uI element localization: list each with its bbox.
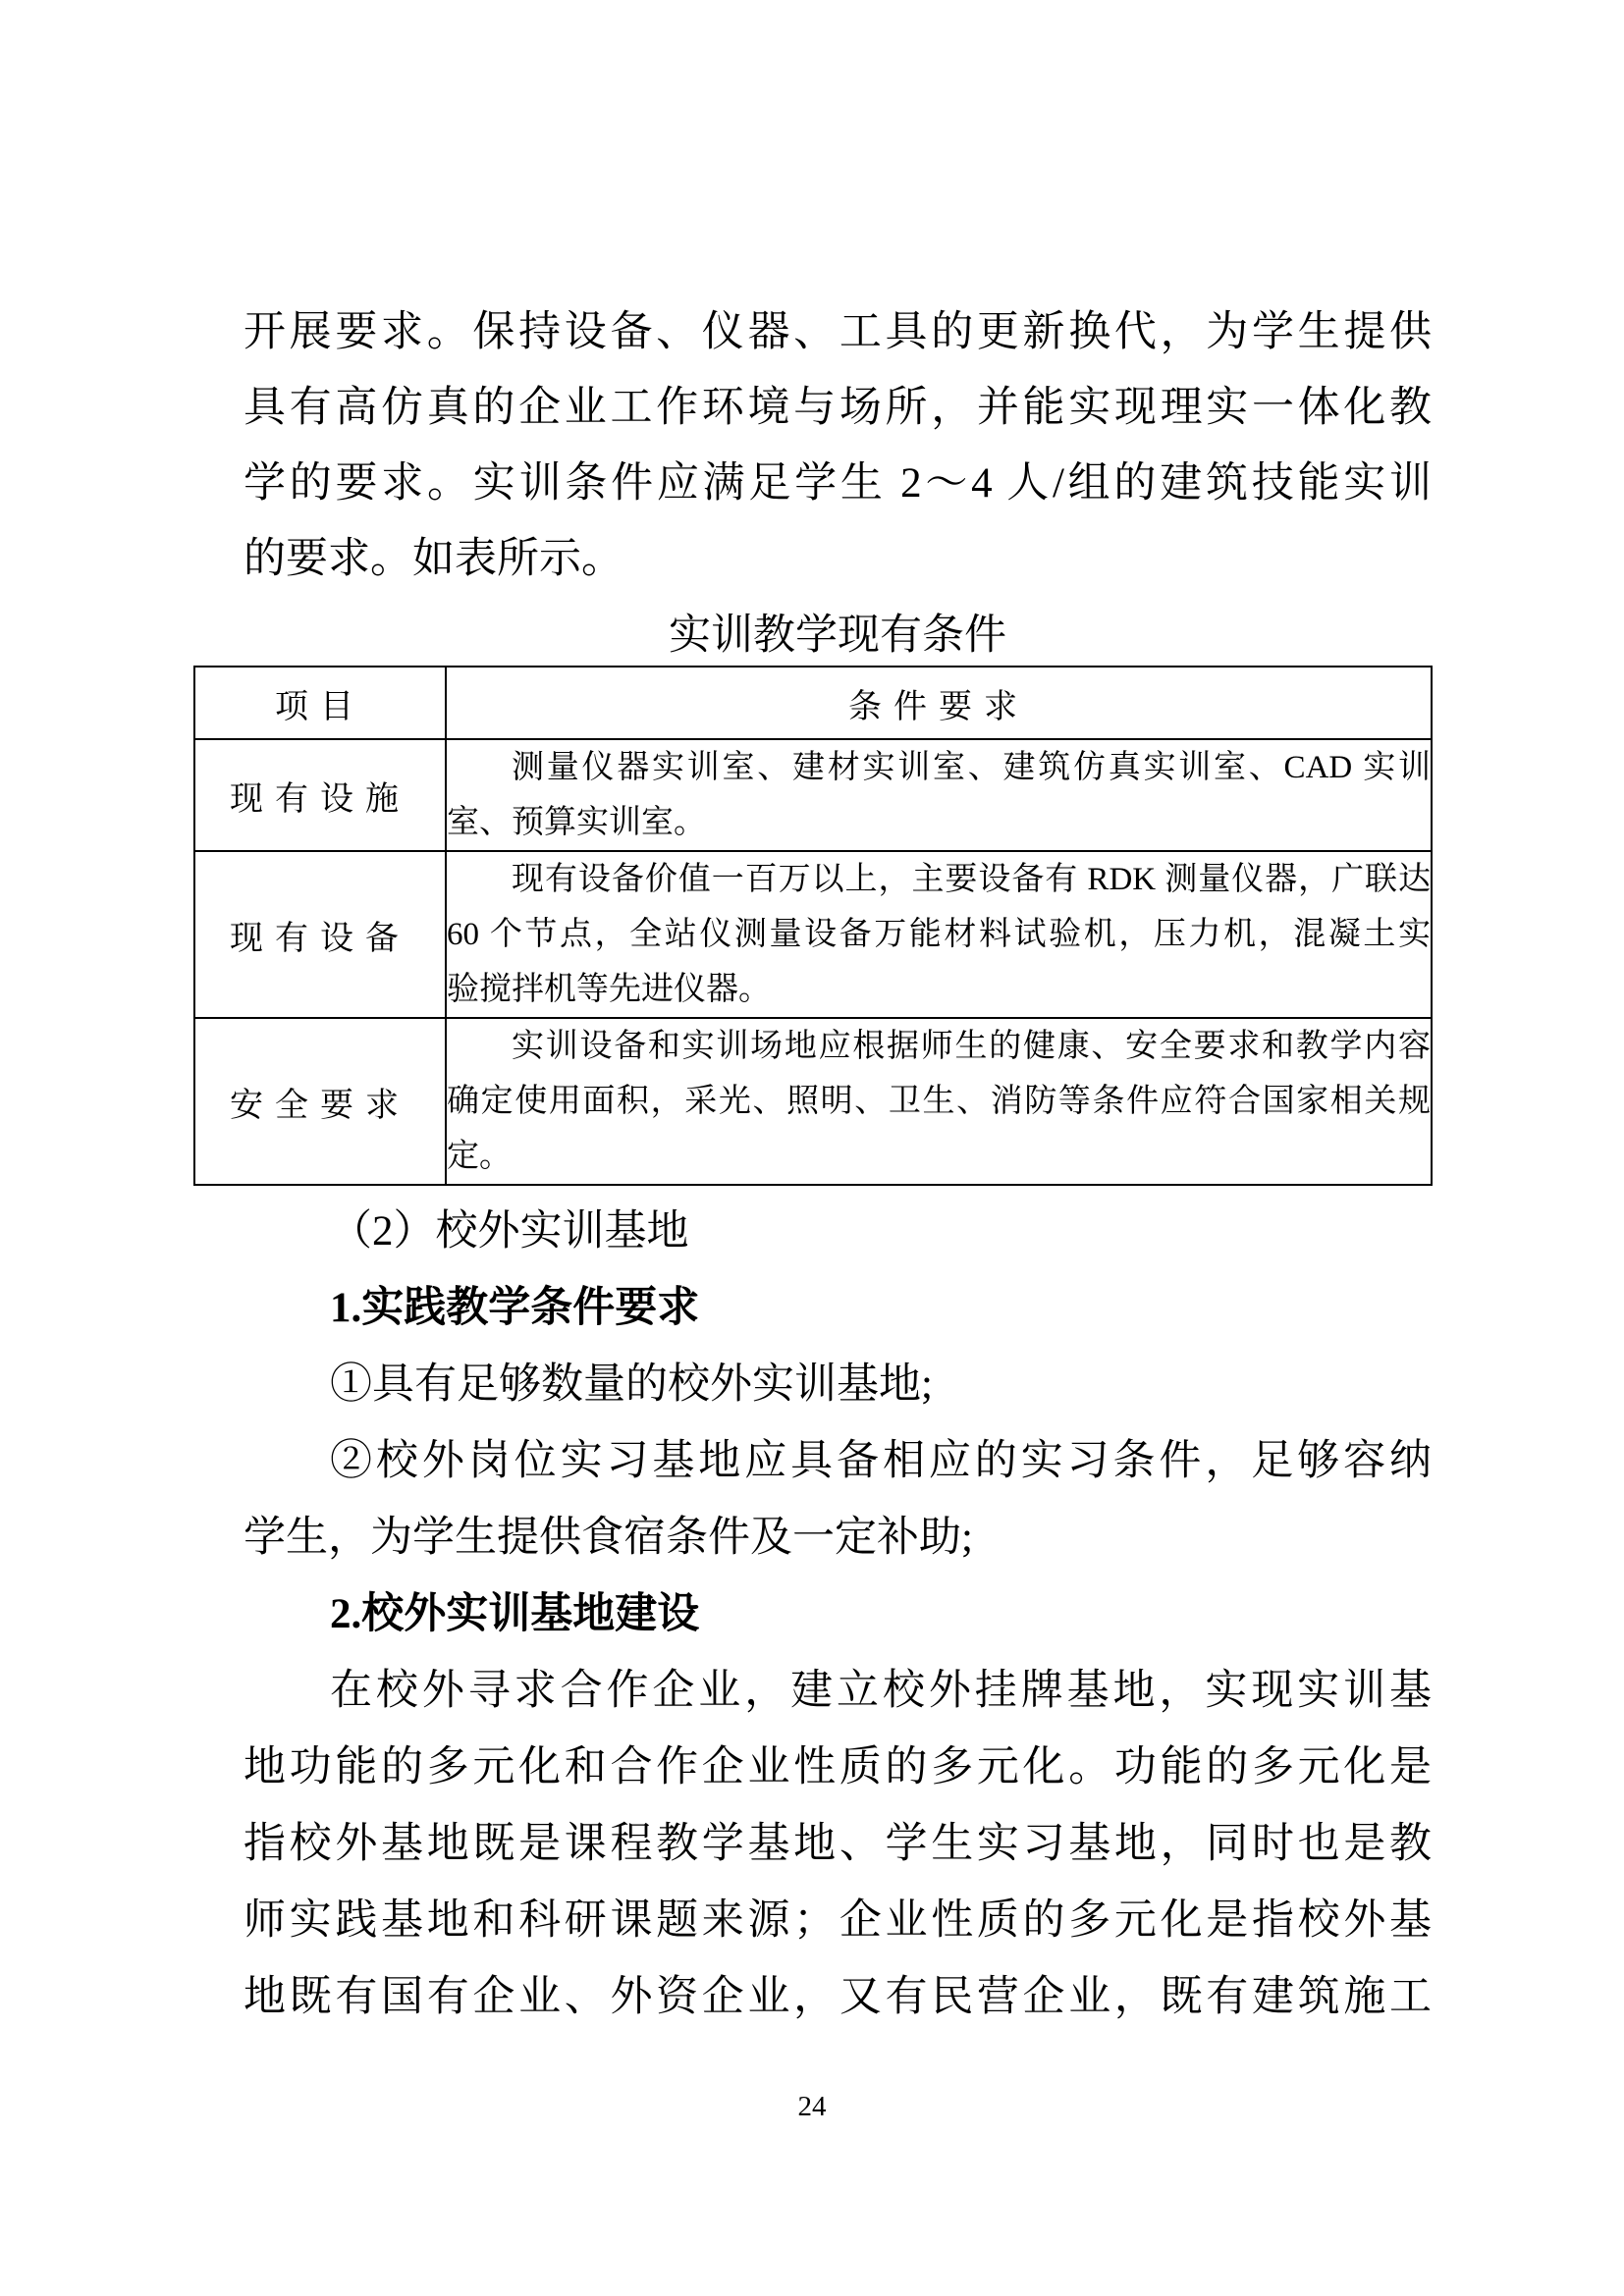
cell-line: 测量仪器实训室、建材实训室、建筑仿真实训室、CAD 实训 — [512, 750, 1431, 785]
row-label: 安全要求 — [194, 1018, 446, 1185]
paragraph-line: 地功能的多元化和合作企业性质的多元化。功能的多元化是 — [244, 1744, 1432, 1790]
paragraph-line: 具有高仿真的企业工作环境与场所，并能实现理实一体化教 — [244, 385, 1432, 431]
row-content — [446, 851, 1432, 1018]
page-number: 24 — [797, 2091, 827, 2122]
list-item: ①具有足够数量的校外实训基地; — [330, 1362, 933, 1408]
section-heading: （2）校外实训基地 — [330, 1208, 689, 1255]
paragraph-line: 的要求。如表所示。 — [244, 536, 623, 582]
paragraph-line: 开展要求。保持设备、仪器、工具的更新换代，为学生提供 — [244, 309, 1432, 355]
body-sections — [244, 1194, 1432, 2036]
cell-line: 现有设备价值一百万以上，主要设备有 RDK 测量仪器，广联达 — [512, 862, 1431, 897]
subsection-heading: 2.校外实训基地建设 — [330, 1591, 700, 1637]
paragraph-line: 学的要求。实训条件应满足学生 2～4 人/组的建筑技能实训 — [244, 460, 1432, 507]
paragraph-line: 地既有国有企业、外资企业，又有民营企业，既有建筑施工 — [244, 1974, 1432, 2020]
table-title: 实训教学现有条件 — [669, 613, 1006, 659]
cell-line: 60 个节点，全站仪测量设备万能材料试验机，压力机，混凝土实 — [447, 917, 1431, 952]
list-item-continuation: 学生，为学生提供食宿条件及一定补助; — [244, 1515, 973, 1561]
table-row — [194, 1018, 1432, 1185]
cell-line: 室、预算实训室。 — [447, 805, 706, 840]
table-header-row — [194, 667, 1432, 739]
training-conditions-table — [193, 666, 1433, 1186]
cell-line: 定。 — [447, 1139, 512, 1174]
opening-paragraph — [244, 294, 1432, 597]
paragraph-line: 师实践基地和科研课题来源；企业性质的多元化是指校外基 — [244, 1897, 1432, 1944]
row-label: 现有设施 — [194, 739, 446, 851]
row-label: 现有设备 — [194, 851, 446, 1018]
cell-line: 实训设备和实训场地应根据师生的健康、安全要求和教学内容 — [512, 1029, 1431, 1064]
header-cell-item: 项目 — [194, 667, 446, 739]
cell-line: 验搅拌机等先进仪器。 — [447, 972, 771, 1007]
list-item: ②校外岗位实习基地应具备相应的实习条件，足够容纳 — [330, 1438, 1432, 1484]
subsection-heading: 1.实践教学条件要求 — [330, 1285, 700, 1331]
paragraph-line: 指校外基地既是课程教学基地、学生实习基地，同时也是教 — [244, 1821, 1432, 1867]
paragraph-line: 在校外寻求合作企业，建立校外挂牌基地，实现实训基 — [330, 1668, 1432, 1714]
table-row — [194, 851, 1432, 1018]
header-cell-requirements: 条件要求 — [446, 667, 1432, 739]
row-content — [446, 739, 1432, 851]
cell-line: 确定使用面积，采光、照明、卫生、消防等条件应符合国家相关规 — [447, 1084, 1431, 1119]
table-row — [194, 739, 1432, 851]
row-content — [446, 1018, 1432, 1185]
